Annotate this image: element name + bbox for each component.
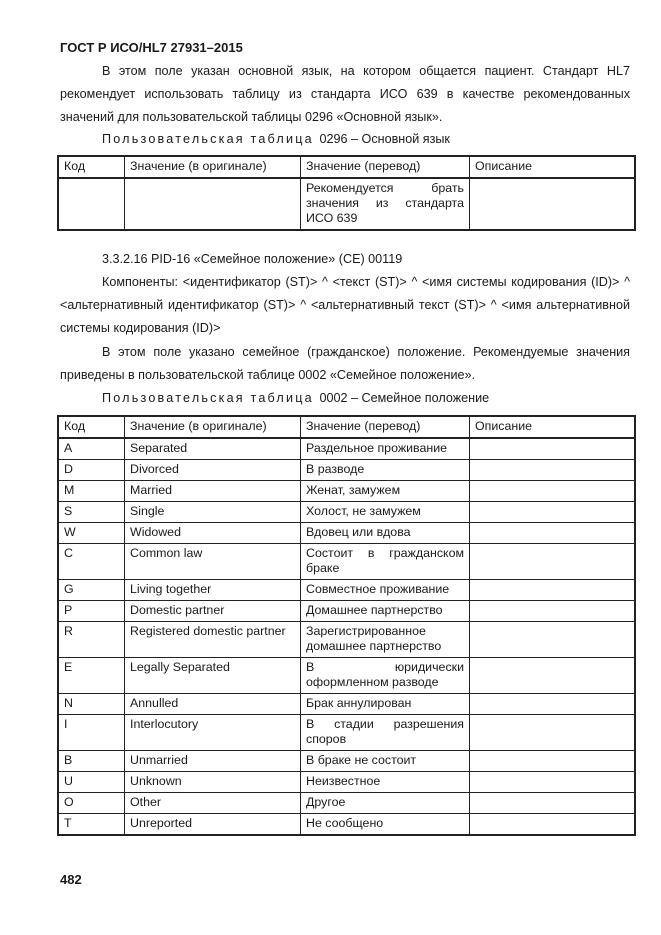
table-cell [470, 715, 636, 751]
table-row [58, 772, 635, 793]
table-cell: O [58, 793, 125, 814]
table-row [58, 544, 635, 580]
column-header: Описание [470, 416, 636, 438]
table-cell: Состоит в гражданском браке [301, 544, 470, 580]
table-row [58, 580, 635, 601]
column-header: Значение (перевод) [301, 156, 470, 178]
table-cell: Legally Separated [125, 658, 301, 694]
table-cell: M [58, 481, 125, 502]
table-cell [470, 481, 636, 502]
table-row [58, 694, 635, 715]
table-row [58, 438, 635, 460]
table-cell: Separated [125, 438, 301, 460]
table-cell: A [58, 438, 125, 460]
table-0296-caption [102, 132, 450, 146]
table-header-row [58, 416, 635, 438]
table-cell: Annulled [125, 694, 301, 715]
table-cell [470, 658, 636, 694]
table-cell: Registered domestic partner [125, 622, 301, 658]
caption-prefix: Пользовательская таблица [102, 132, 314, 146]
table-cell: Unmarried [125, 751, 301, 772]
column-header: Значение (перевод) [301, 416, 470, 438]
table-row [58, 481, 635, 502]
table-cell [470, 601, 636, 622]
table-cell: Widowed [125, 523, 301, 544]
table-cell: Common law [125, 544, 301, 580]
paragraph-text: В этом поле указано семейное (гражданское) положение. Рекомендуемые значения приведены в пользовательской таблице 0002 «Семейное положение». [60, 345, 630, 382]
table-cell: Не сообщено [301, 814, 470, 836]
table-cell: E [58, 658, 125, 694]
table-cell: P [58, 601, 125, 622]
page-number: 482 [60, 872, 82, 887]
column-header: Код [58, 156, 125, 178]
table-0296 [57, 155, 636, 231]
caption-rest: 0296 – Основной язык [319, 132, 450, 146]
table-cell [470, 523, 636, 544]
table-cell: Other [125, 793, 301, 814]
table-cell: C [58, 544, 125, 580]
table-cell: Совместное проживание [301, 580, 470, 601]
table-cell [58, 178, 125, 230]
table-cell [470, 772, 636, 793]
table-row [58, 814, 635, 836]
table-cell [470, 544, 636, 580]
table-cell: Unreported [125, 814, 301, 836]
table-cell [470, 502, 636, 523]
table-cell [470, 814, 636, 836]
column-header: Код [58, 416, 125, 438]
table-cell: S [58, 502, 125, 523]
table-cell: I [58, 715, 125, 751]
table-cell [470, 580, 636, 601]
table-cell: Раздельное проживание [301, 438, 470, 460]
table-cell: W [58, 523, 125, 544]
table-cell: T [58, 814, 125, 836]
table-cell: Unknown [125, 772, 301, 793]
paragraph-primary-language [60, 60, 630, 129]
table-row [58, 658, 635, 694]
table-cell: R [58, 622, 125, 658]
table-row [58, 460, 635, 481]
table-cell: Divorced [125, 460, 301, 481]
table-cell: G [58, 580, 125, 601]
column-header: Значение (в оригинале) [125, 416, 301, 438]
table-cell: Вдовец или вдова [301, 523, 470, 544]
table-cell: B [58, 751, 125, 772]
table-0002 [57, 415, 636, 836]
table-0002-caption [102, 391, 489, 405]
table-cell: Married [125, 481, 301, 502]
table-cell: Домашнее партнерство [301, 601, 470, 622]
table-header-row [58, 156, 635, 178]
column-header: Описание [470, 156, 636, 178]
table-cell: Брак аннулирован [301, 694, 470, 715]
document-header: ГОСТ Р ИСО/HL7 27931–2015 [60, 40, 243, 55]
table-cell: В юридически оформленном разводе [301, 658, 470, 694]
table-cell [470, 178, 636, 230]
table-cell: Неизвестное [301, 772, 470, 793]
table-cell: D [58, 460, 125, 481]
table-cell: Interlocutory [125, 715, 301, 751]
table-cell: Living together [125, 580, 301, 601]
table-cell: Зарегистрированное домашнее партнерство [301, 622, 470, 658]
table-cell: В разводе [301, 460, 470, 481]
table-row [58, 793, 635, 814]
paragraph-text: Компоненты: <идентификатор (ST)> ^ <текст (ST)> ^ <имя системы кодирования (ID)> ^ <альтернативный идентификатор (ST)> ^ <альтернативный текст (ST)> ^ <имя альтернативной системы кодирования (ID)> [60, 275, 630, 335]
table-cell: Рекомендуется брать значения из стандарта ИСО 639 [301, 178, 470, 230]
table-cell: U [58, 772, 125, 793]
caption-prefix: Пользовательская таблица [102, 391, 314, 405]
paragraph-components [60, 271, 630, 340]
caption-rest: 0002 – Семейное положение [319, 391, 490, 405]
table-cell [470, 793, 636, 814]
table-cell [470, 460, 636, 481]
table-cell: Женат, замужем [301, 481, 470, 502]
table-row [58, 751, 635, 772]
table-row [58, 622, 635, 658]
table-cell [470, 438, 636, 460]
table-row [58, 601, 635, 622]
table-cell: Domestic partner [125, 601, 301, 622]
table-cell: В стадии разрешения споров [301, 715, 470, 751]
table-row [58, 715, 635, 751]
table-cell: N [58, 694, 125, 715]
table-row [58, 523, 635, 544]
table-cell [470, 622, 636, 658]
table-cell: Single [125, 502, 301, 523]
paragraph-marital-status [60, 341, 630, 387]
paragraph-text: В этом поле указан основной язык, на котором общается пациент. Стандарт HL7 рекомендует использовать таблицу из стандарта ИСО 639 в качестве рекомендованных значений для пользовательской таблицы 0296 «Основной язык». [60, 64, 630, 124]
table-cell [125, 178, 301, 230]
table-row [58, 502, 635, 523]
table-cell: В браке не состоит [301, 751, 470, 772]
section-title-text: 3.3.2.16 PID-16 «Семейное положение» (CE) 00119 [102, 252, 403, 266]
table-row [58, 178, 635, 230]
section-title [60, 248, 630, 271]
column-header: Значение (в оригинале) [125, 156, 301, 178]
table-cell [470, 694, 636, 715]
table-cell: Холост, не замужем [301, 502, 470, 523]
table-cell [470, 751, 636, 772]
table-cell: Другое [301, 793, 470, 814]
